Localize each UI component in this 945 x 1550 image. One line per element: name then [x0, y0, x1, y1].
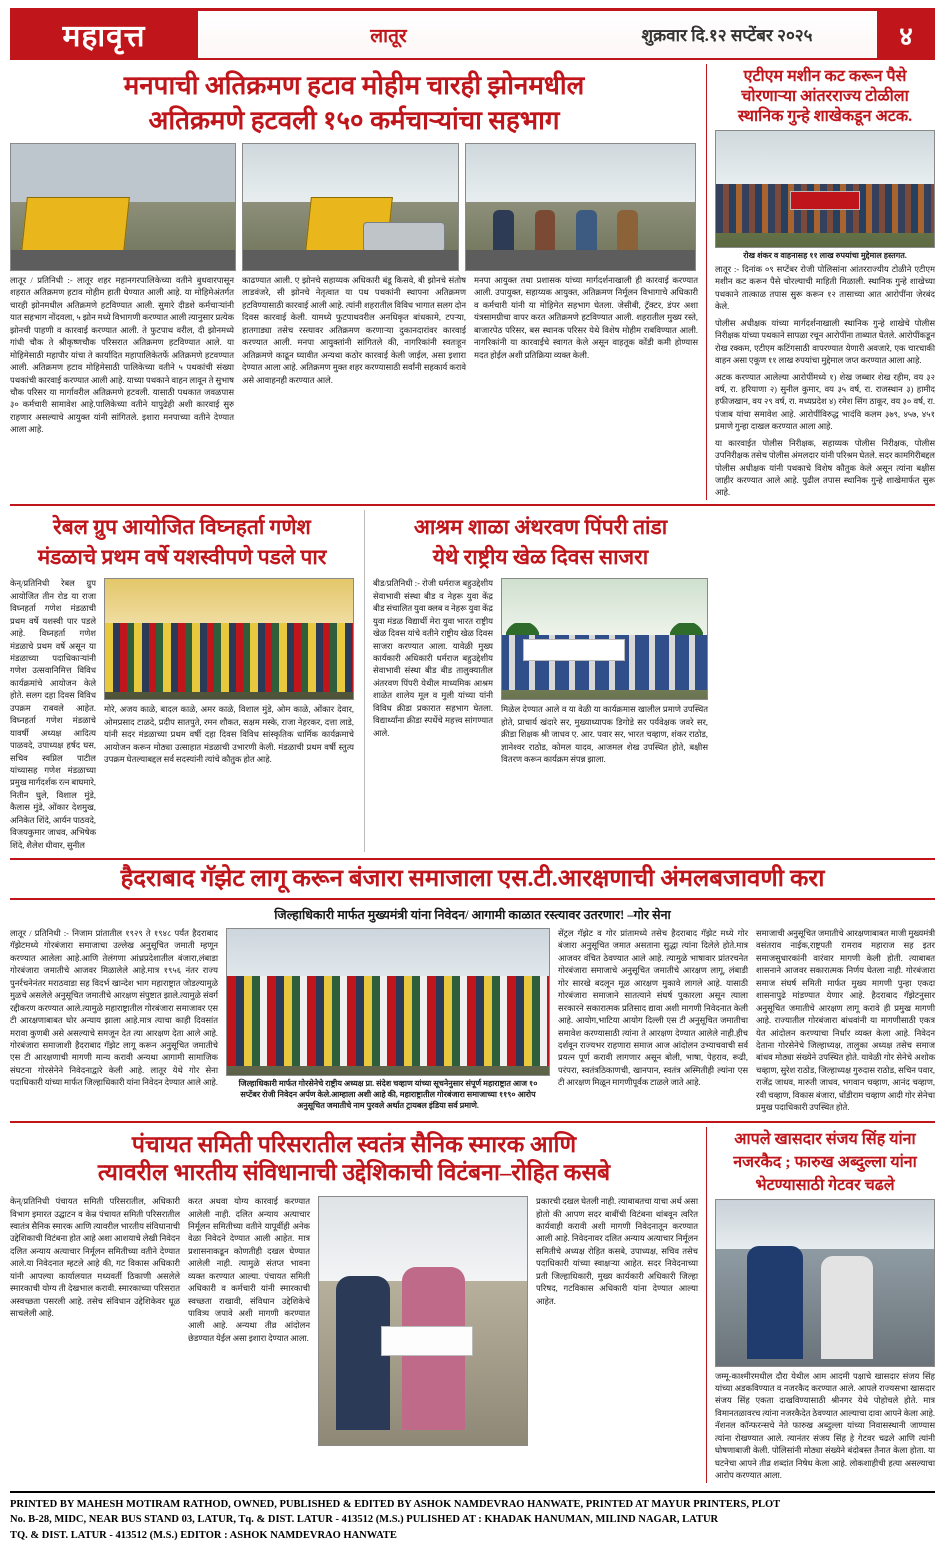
atm-body-4: या कारवाईत पोलीस निरीक्षक, सहाय्यक पोलीस निरीक्षक, पोलीस उपनिरीक्षक तसेच पोलीस अंमलदार यांनी परिश्रम घेतले. सदर कामगिरीबद्दल पोलीस अधीक्षक यांनी पथकाचे विशेष कौतुक केले असून त्यांना बक्षीस जाहीर करण्यात आले आहे. पुढील तपास स्थानिक गुन्हे शाखेमार्फत सुरू आहे. — [715, 438, 935, 498]
khasdar-headline-line3: भेटण्यासाठी गेटवर चढले — [755, 1176, 895, 1194]
masthead — [10, 8, 935, 60]
ganesh-headline-line2: मंडळाचे प्रथम वर्षे यशस्वीपणे पडले पार — [37, 545, 327, 570]
panchayat-column-1: केन्/प्रतिनिधी पंचायत समिती परिसरातील, अधिकारी विभाग इमारत उद्घाटन व केन्र पंचायत समिती परिसरातील स्वातंत्र सैनिक स्मारक आणि त्यावरील भारतीय संविधानाची उद्देशिकाची विटंबना होत आहे अशा आशयाचे लेखी निवेदन दलित अन्याय अत्याचार निर्मूलन समितीच्या वतीने देण्यात आले.या निवेदनात म्हटले आहे की, गट विकास अधिकारी यांनी आपल्या कार्यालयात मध्यवर्ती ठिकाणी असलेले स्मारकाची योग्य ती देखभाल करावी. स्मारकाच्या परिसरात अस्वच्छता पसरली आहे. तसेच संविधान उद्देशिकेवर धूळ साचलेली आहे. — [10, 1197, 180, 1318]
ashram-headline-line1: आश्रम शाळा अंथरवण पिंपरी तांडा — [413, 514, 668, 539]
lead-headline-line2: अतिक्रमणे हटवली १५० कर्मचाऱ्यांचा सहभाग — [148, 105, 560, 135]
memorandum-handover-photo — [318, 1196, 528, 1446]
ashram-headline-line2: येथे राष्ट्रीय खेळ दिवस साजरा — [432, 545, 649, 570]
bottom-section — [10, 1127, 935, 1483]
footer-imprint — [10, 1491, 935, 1544]
khasdar-headline-line1: आपले खासदार संजय सिंह यांना — [734, 1130, 916, 1148]
ganesh-headline-line1: रेबल ग्रुप आयोजित विघ्नहर्ता गणेश — [53, 514, 311, 539]
ashram-body-left: बीड/प्रतिनिधी :- रोजी धर्मराज बहुउद्देशीय सेवाभावी संस्था बीड व नेहरू युवा केंद्र बीड संचालित युवा क्लब व नेहरू युवा केंद्र युवा मंडळ विद्यार्थी मेरा युवा भारत राष्ट्रीय खेळ दिवस यांचे वतीने राष्ट्रीय खेळ दिवस साजरा करण्यात आला. यावेळी मुख्य कार्यकारी अधिकारी धर्मराज बहुउद्देशीय सेवाभावी संस्था बीड बीड तालुक्यातील अंतरवण पिंपरी येथील माध्यमिक आश्रम शाळेत शालेय मूल व मुली यांच्या यांनी विविध क्रीडा प्रकारात सहभाग घेतला. विद्यार्थ्यांना क्रीडा स्पर्धेचे महत्त्व सांगण्यात आले. — [373, 579, 493, 738]
officials-inspection-photo — [465, 143, 696, 271]
ganesh-body-right: मोरे, अजय काळे, बादल काळे, अमर काळे, विशाल मुंडे, ओम काळे, ओंकार देवार, ओमप्रसाद टाळदे, प्रदीप सातपुते, रमन शौकत, सक्षम मस्के, राजा नेहरकर, दत्ता लाडे, यांनी सदर मंडळाच्या प्रथम वर्षी दहा दिवस विविध सांस्कृतिक धार्मिक कार्यक्रमाचे आयोजन करून मोठ्या उत्साहात मंडळाची उभारणी केली. मंडळाची प्रथम वर्षी स्तुत्य उपक्रम घेतल्याबद्दल सर्व सदस्यांनी त्यांचे कौतुक होत आहे. — [104, 705, 354, 765]
atm-body-2: पोलीस अधीक्षक यांच्या मार्गदर्शनाखाली स्थानिक गुन्हे शाखेचे पोलीस निरीक्षक यांच्या पथकाने सापळा रचून आरोपींना ताब्यात घेतले. आरोपींकडून रोख रक्कम, एटीएम कटिंगसाठी वापरण्यात येणारी अवजारे, एक चारचाकी वाहन असा एकूण ११ लाख रुपयांचा मुद्देमाल जप्त करण्यात आला आहे. — [715, 318, 935, 366]
atm-photo-caption: रोख शंकर व वाहनासह ११ लाख रुपयांचा मुद्देमाल हस्तगत. — [743, 251, 907, 260]
jcb-demolition-photo — [10, 143, 236, 271]
panchayat-headline-line1: पंचायत समिती परिसरातील स्वतंत्र सैनिक स्मारक आणि — [131, 1131, 577, 1157]
lead-body-columns — [10, 275, 698, 437]
lead-headline-line1: मनपाची अतिक्रमण हटाव मोहीम चारही झोनमधील — [123, 71, 585, 100]
hyderabad-column-1: लातूर / प्रतिनिधी :- निजाम प्रांतातील १९२९ ते १९४८ पर्यंत हैदराबाद गॅझेटमध्ये गोरबंजारा समाजाचा उल्लेख अनुसूचित जमाती म्हणून करण्यात आलेला आहे.आणि तेलंगणा आंध्रप्रदेशातील बंजारा,लंबाडा गोरबंजारा जमातीचे आजवर मिळालेले आहे.मात्र १९५६ नंतर राज्य पुनर्रचनेनंतर मराठवाडा सह विदर्भ खान्देश भाग महाराष्ट्रात जोडल्यामुळे मुळचे असलेले अनुसूचित जमातीचे आरक्षण संपुष्टात झाले.त्यामुळे संवर्ग रद्दीकरण करण्यात आले.त्यामुळे महाराष्ट्रातील गोरबंजारा समाजावर एस टी आरक्षणाबाबत घोर अन्याय झाला आहे.मात्र त्याचा काही दिवसांत मरावा कुणबी असे असल्याचे समजून देत त्या आरक्षण देता आले आहे. गोरबंजारा समाजाशी हैदराबाद गॅझेट लागू करून अनुसूचित जमातीचे एस टी आरक्षणाची मागणी मान्य करावी अन्यथा आगामी सामाजिक संघटना गोरसेनेने निवेदनाद्वारे केली आहे. लातूर येथे गोर सेना पदाधिकारी यांच्या मार्फत जिल्हाधिकारी यांना निवेदन देण्यात आले आहे. — [10, 929, 218, 1088]
atm-body-1: लातूर :- दिनांक ०९ सप्टेंबर रोजी पोलिसांना आंतरराज्यीय टोळीने एटीएम मशीन कट करून पैसे चोरल्याची माहिती मिळाली. स्थानिक गुन्हे शाखेच्या पथकाने तात्काळ तपास सुरू करून १२ तासाच्या आत आरोपींना जेरबंद केले. — [715, 265, 935, 312]
mid-section — [10, 510, 935, 852]
footer-line-2: No. B-28, MIDC, NEAR BUS STAND 03, LATUR, Tq. & DIST. LATUR - 413512 (M.S.) PULISHED AT : KHADAK HANUMAN, MILIND NAGAR, LATUR — [10, 1514, 719, 1526]
lead-column-1: लातूर / प्रतिनिधी :- लातूर शहर महानगरपालिकेच्या वतीने बुधवारपासून शहरात अतिक्रमण हटाव मोहीम हाती घेण्यात आली आहे. या मोहिमेअंतर्गत चारही झोनमधील अतिक्रमणे हटविण्यात आली. सुमारे दीडशे कर्मचाऱ्यांनी यात सहभाग नोंदवला, ५ झोन मध्ये विभागणी करण्यात आली त्यानुसार प्रत्येक झोनची पाहणी व कारवाई करण्यात आली. ते फुटपाथ वरील, दी झोनमध्ये गांधी चौक ते श्रीकृष्णचौक परिसरात अतिक्रमण हटविण्यात आले. या मोहिमेसाठी महापौर यांचा ते कार्यादित महापालिकेतर्फे अतिक्रमणे हटवण्यात आली. अतिक्रमण हटाव मोहिमेसाठी पालिकेच्या वतीने ५ पथकांची संख्या पथकांची कारवाई करण्यात आली आहे. याच्या पथकाने वाहन लावून ते सुभाष चौक परिसर या मार्गावरील अतिक्रमणे हटवली. यासाठी पथकात जवळपास ३० कर्मचारी सामावेश आहे.पालिकेच्या वतीने यापुढेही अशी कारवाई सुरु राहणार असल्याचे आयुक्त यांनी सांगितले. इशारा मनपाच्या वतीने देण्यात आला आहे. — [10, 276, 234, 435]
masthead-page-number: ४ — [877, 11, 935, 58]
panchayat-column-3: प्रकारची दखल घेतली नाही. त्याबाबतचा याचा अर्थ असा होतो की आपण सदर बाबींची विटंबना थांबवून त्वरित कार्यवाही करावी अशी मागणी निवेदनातून करण्यात आली आहे. निवेदनावर दलित अन्याय अत्याचार निर्मूलन समितीचे अध्यक्ष रोहित कसबे, उपाध्यक्ष, सचिव तसेच पदाधिकारी यांच्या स्वाक्षऱ्या आहेत. सदर निवेदनाच्या प्रती जिल्हाधिकारी, मुख्य कार्यकारी अधिकारी जिल्हा परिषद, गटविकास अधिकारी यांना देण्यात आल्या आहेत. — [536, 1197, 698, 1306]
ganesh-mandal-group-photo — [104, 578, 354, 700]
atm-headline: एटीएम मशीन कट करून पैसे चोरणाऱ्या आंतरराज्य टोळीला स्थानिक गुन्हे शाखेकडून अटक. — [737, 68, 913, 125]
hyderabad-column-3: समाजाची अनुसूचित जमातीचे आरक्षणाबाबत माजी मुख्यमंत्री वसंतराव नाईक,राष्ट्रपती रामराव महाराज सह इतर समाजसुधारकांनी वारंवार मागणी केली होती. त्याबाबत शासनाने आजवर सकारात्मक निर्णय घेतला नाही. गोरबंजारा समाज संघर्ष समिती मार्फत मुख्य मागणी पुन्हा एकदा शासनापुढे मांडण्यात येणार आहे. हैदराबाद गॅझेटनुसार अनुसूचित जमातीचे आरक्षण लागू करावे ही प्रमुख मागणी आहे. राज्यातील गोरबंजारा बांधवांनी या मागणीसाठी एकत्र येत आंदोलन करण्याचा निर्धार व्यक्त केला आहे. निवेदन देताना गोरसेनेचे जिल्हाध्यक्ष, तालुका अध्यक्ष तसेच समाज बांधव मोठ्या संख्येने उपस्थित होते. यावेळी गोर सेनेचे अशोक चव्हाण, सुरेश राठोड, जिल्हाध्यक्ष गुरुदास राठोड, सचिन पवार, राजेंद्र जाधव, मारुती जाधव, भगवान चव्हाण, आनंद चव्हाण, रवी चव्हाण, विकास बंजारा, धोंडीराम चव्हाण आदी गोर सेनेचा प्रमुख पदाधिकारी उपस्थित होते. — [756, 929, 935, 1113]
panchayat-headline-line2: त्यावरील भारतीय संविधानाची उद्देशिकाची विटंबना–रोहित कसबे — [97, 1160, 611, 1186]
hyderabad-column-2: सेंट्रल गॅझेट व गोर प्रांतामध्ये तसेच हैदराबाद गॅझेट मध्ये गोर बंजारा अनुसूचित जमात असताना सुद्धा त्यांना दिलेले होते.मात्र आजवर वंचित ठेवण्यात आले आहे. त्यामुळे भाषावार प्रांतरचनेत गोरबंजारा समाजाचे अनुसूचित जमातीचे आरक्षण लागू, लंबाडी गोर सारखे बदलून मूळ आरक्षण मुकावे लागले आहे. यासाठी गोरबंजारा समाजाने सातत्याने संघर्ष पुकारला असून त्याला सरकारने सकारात्मक प्रतिसाद द्यावा अशी मागणी निवेदनात केली आहे. आयोग,भाटिया आयोग दिल्ली एस टी अनुसूचित जमातीचा समावेश करण्यासाठी त्यांना ते आरक्षण देण्यात आलेले नाही.हीच दर्शवून राज्यभर राहणारा समाज आज आंदोलन उभ्याचवाची सर्व प्रयत्न पूर्ण करावी लागणार असून बोली, भाषा, पेहराव, रूढी, परंपरा, स्वतंत्रठिकाणची, खानपान, स्वतंत्र अस्मितीही ल्यांना एस टी आरक्षण मिळून मागणीपूर्वक टाळले जाते आहे. — [558, 929, 748, 1088]
mp-protest-gate-photo — [715, 1199, 935, 1367]
hyderabad-subhead: जिल्हाधिकारी मार्फत मुख्यमंत्री यांना निवेदन/ आगामी काळात रस्त्यावर उतरणार! –गोर सेना — [274, 908, 671, 922]
hyderabad-photo-caption: जिल्हाधिकारी मार्फत गोरसेनेचे राष्ट्रीय अध्यक्ष प्रा. संदेश चव्हाण यांच्या सूचनेनुसार संपूर्ण महाराष्ट्रात आज १० सप्टेंबर रोजी निवेदन अर्पण केले.आम्हाला अशी आहे की, महाराष्ट्रातील गोरबंजारा समाजाच्या ११९० आरोप अनुसूचित जमातीचे नाम पुरवले अर्थात ट्रायबल इंडिया सर्व प्रमाणे. — [238, 1079, 538, 1110]
top-section — [10, 64, 935, 500]
masthead-date: शुक्रवार दि.१२ सप्टेंबर २०२५ — [641, 26, 813, 45]
lead-story — [10, 64, 698, 500]
footer-line-1: PRINTED BY MAHESH MOTIRAM RATHOD, OWNED, PUBLISHED & EDITED BY ASHOK NAMDEVRAO HANWATE, PRINTED AT MAYUR PRINTERS, PLOT — [10, 1498, 781, 1510]
banjara-community-delegation-photo — [226, 928, 550, 1076]
footer-line-3: TQ. & DIST. LATUR - 413512 (M.S.) EDITOR : ASHOK NAMDEVRAO HANWATE — [10, 1530, 397, 1541]
atm-theft-story — [706, 64, 935, 500]
khasdar-story — [706, 1127, 935, 1483]
lead-column-3: मनपा आयुक्त तथा प्रशासक यांच्या मार्गदर्शनाखाली ही कारवाई करण्यात आली. उपायुक्त, सहाय्यक आयुक्त, अतिक्रमण निर्मूलन विभागाचे अधिकारी व कर्मचारी यांनी या मोहिमेत सहभाग घेतला. जेसीबी, ट्रॅक्टर, डंपर अशा यंत्रसामग्रीचा वापर करत अतिक्रमणे हटविण्यात आली. शहरातील मुख्य रस्ते, बाजारपेठ परिसर, बस स्थानक परिसर येथे विशेष मोहीम राबविण्यात आली. नागरिकांनी या कारवाईचे स्वागत केले असून वाहतूक कोंडी कमी होण्यास मदत होईल अशी प्रतिक्रिया व्यक्त केली. — [474, 276, 698, 360]
masthead-logo: महावृत्त — [10, 11, 200, 58]
police-arrest-group-photo — [715, 130, 935, 248]
lead-column-2: काढण्यात आली. ए झोनचे सहाय्यक अधिकारी बंडू किसवे, बी झोनचे संतोष लाडवंजरे, सी झोनचे नेतृत्वात या पथ पथकांनी स्थापना अतिक्रमण हटविण्यासाठी कारवाई आली आहे. त्यांनी शहरातील विविध भागात सलग दोन दिवस कारवाई केली. यामध्ये फुटपाथवरील अनधिकृत बांधकामे, टपऱ्या, हातगाड्या तसेच रस्त्यावर अतिक्रमण करणाऱ्या दुकानदारांवर कारवाई करण्यात आली. मनपा आयुक्तांनी सांगितले की, नागरिकांनी स्वतःहून अतिक्रमणे काढून घ्यावीत अन्यथा कठोर कारवाई केली जाईल, असा इशारा देण्यात आला आहे. अतिक्रमण मुक्त शहर करण्यासाठी सर्वांनी सहकार्य करावे असे आवाहनही करण्यात आले. — [242, 276, 466, 385]
masthead-edition: लातूर — [370, 25, 407, 47]
atm-body-3: अटक करण्यात आलेल्या आरोपींमध्ये १) शेख जब्बार शेख रहीम, वय ३२ वर्ष, रा. हरियाणा २) सुनील कुमार, वय ३५ वर्ष, रा. राजस्थान ३) हामीद हफीजखान, वय २९ वर्ष, रा. मध्यप्रदेश ४) रमेश सिंग ठाकूर, वय ३० वर्ष, रा. पंजाब यांचा समावेश आहे. आरोपींविरुद्ध भादंवि कलम ३७९, ४५७, ४५१ प्रमाणे गुन्हा दाखल करण्यात आला आहे. — [715, 372, 935, 432]
divider-after-hyderabad — [10, 1121, 935, 1123]
school-sports-day-photo — [501, 578, 708, 700]
ganesh-mandal-story — [10, 510, 354, 852]
panchayat-story — [10, 1127, 698, 1483]
hyderabad-body — [10, 928, 935, 1115]
khasdar-body: जम्मू-काश्मीरमधील दौरा येथील आम आदमी पक्षाचे खासदार संजय सिंह यांच्या अडकविण्यात व नजरकैद करण्यात आले. आपले राज्यसभा खासदार संजय सिंह एकता दाखविण्यासाठी श्रीनगर येथे पोहोचले होते. मात्र विमानतळावरच त्यांना नजरकैदेत ठेवण्यात आल्याचा दावा आपने केला आहे. नॅशनल कॉन्फरन्सचे नेते फारुख अब्दुल्ला यांच्या निवासस्थानी जाण्यास त्यांना रोखण्यात आले. त्यानंतर संजय सिंह हे गेटवर चढले आणि त्यांनी घोषणाबाजी केली. पोलिसांनी मोठ्या संख्येने बंदोबस्त तैनात केला होता. या घटनेचा आपने तीव्र शब्दांत निषेध केला आहे. लोकशाहीची हत्या असल्याचा आरोप करण्यात आला. — [715, 1371, 935, 1481]
lead-photo-row — [10, 143, 698, 271]
ashram-school-story — [364, 510, 708, 852]
roadside-clearing-photo — [242, 143, 459, 271]
khasdar-headline-line2: नजरकैद ; फारुख अब्दुल्ला यांना — [733, 1153, 917, 1171]
hyderabad-banner — [10, 858, 935, 900]
ganesh-body-left: केन्/प्रतिनिधी रेबल ग्रुप आयोजित तीन रोड या राजा विघ्नहर्ता गणेश मंडळाची प्रथम वर्षे यशस्वी पार पडले आहे. विघ्नहर्ता गणेश मंडळाचे प्रथम वर्षे असून या मंडळाच्या पदाधिकाऱ्यांनी गणेश उत्सवानिमित्त विविध कार्यक्रमांचे आयोजन केले होते. सलग दहा दिवस विविध उपक्रम राबवले आहेत. विघ्नहर्ता गणेश मंडळाचे यावर्षी अध्यक्ष आदित्य पाळवदे, उपाध्यक्ष हर्षद घस, सचिव स्वप्निल पाटील यांच्यासह गणेश मंडळाच्या प्रमुख मार्गदर्शक रत्न बाघमारे, नितीन घुले, विशाल मुंडे, कैलास मुंडे, ओंकार देशमुख, अनिकेत शिंदे, आर्यन पाठवदे, विजयकुमार जाधव, अभिषेक शिंदे, शैलेश धीवार, सुनील — [10, 579, 97, 850]
hyderabad-headline: हैदराबाद गॅझेट लागू करून बंजारा समाजाला एस.टी.आरक्षणाची अंमलबजावणी करा — [120, 866, 825, 892]
divider-after-top — [10, 504, 935, 506]
ashram-body-right: मिळेल देण्यात आले व या वेळी या कार्यक्रमास खालील प्रमाणे उपस्थित होते, प्राचार्य खंदारे सर, मुख्याध्यापक डिगोडे सर पर्यवेक्षक जवरे सर, क्रीडा शिक्षक श्री जाधव ए. आर. पवार सर, भारत चव्हाण, शंकर राठोड, ज्ञानेश्वर राठोड, कोमल यादव, आजमल शेख उपस्थित होते, बक्षीस वितरण करून कार्यक्रम संपन्न झाला. — [501, 705, 708, 765]
panchayat-column-2: करत अथवा योग्य कारवाई करण्यात आलेली नाही. दलित अन्याय अत्याचार निर्मूलन समितीच्या वतीने यापूर्वीही अनेक वेळा निवेदने देण्यात आली आहेत. मात्र प्रशासनाकडून कोणतीही दखल घेण्यात आलेली नाही. त्यामुळे संतप्त भावना व्यक्त करण्यात आल्या. पंचायत समिती अधिकारी व कर्मचारी यांनी स्मारकाची स्वच्छता राखावी, संविधान उद्देशिकेचे पावित्र्य जपावे अशी मागणी करण्यात आली आहे. अन्यथा तीव्र आंदोलन छेडण्यात येईल असा इशारा देण्यात आला. — [188, 1197, 310, 1343]
